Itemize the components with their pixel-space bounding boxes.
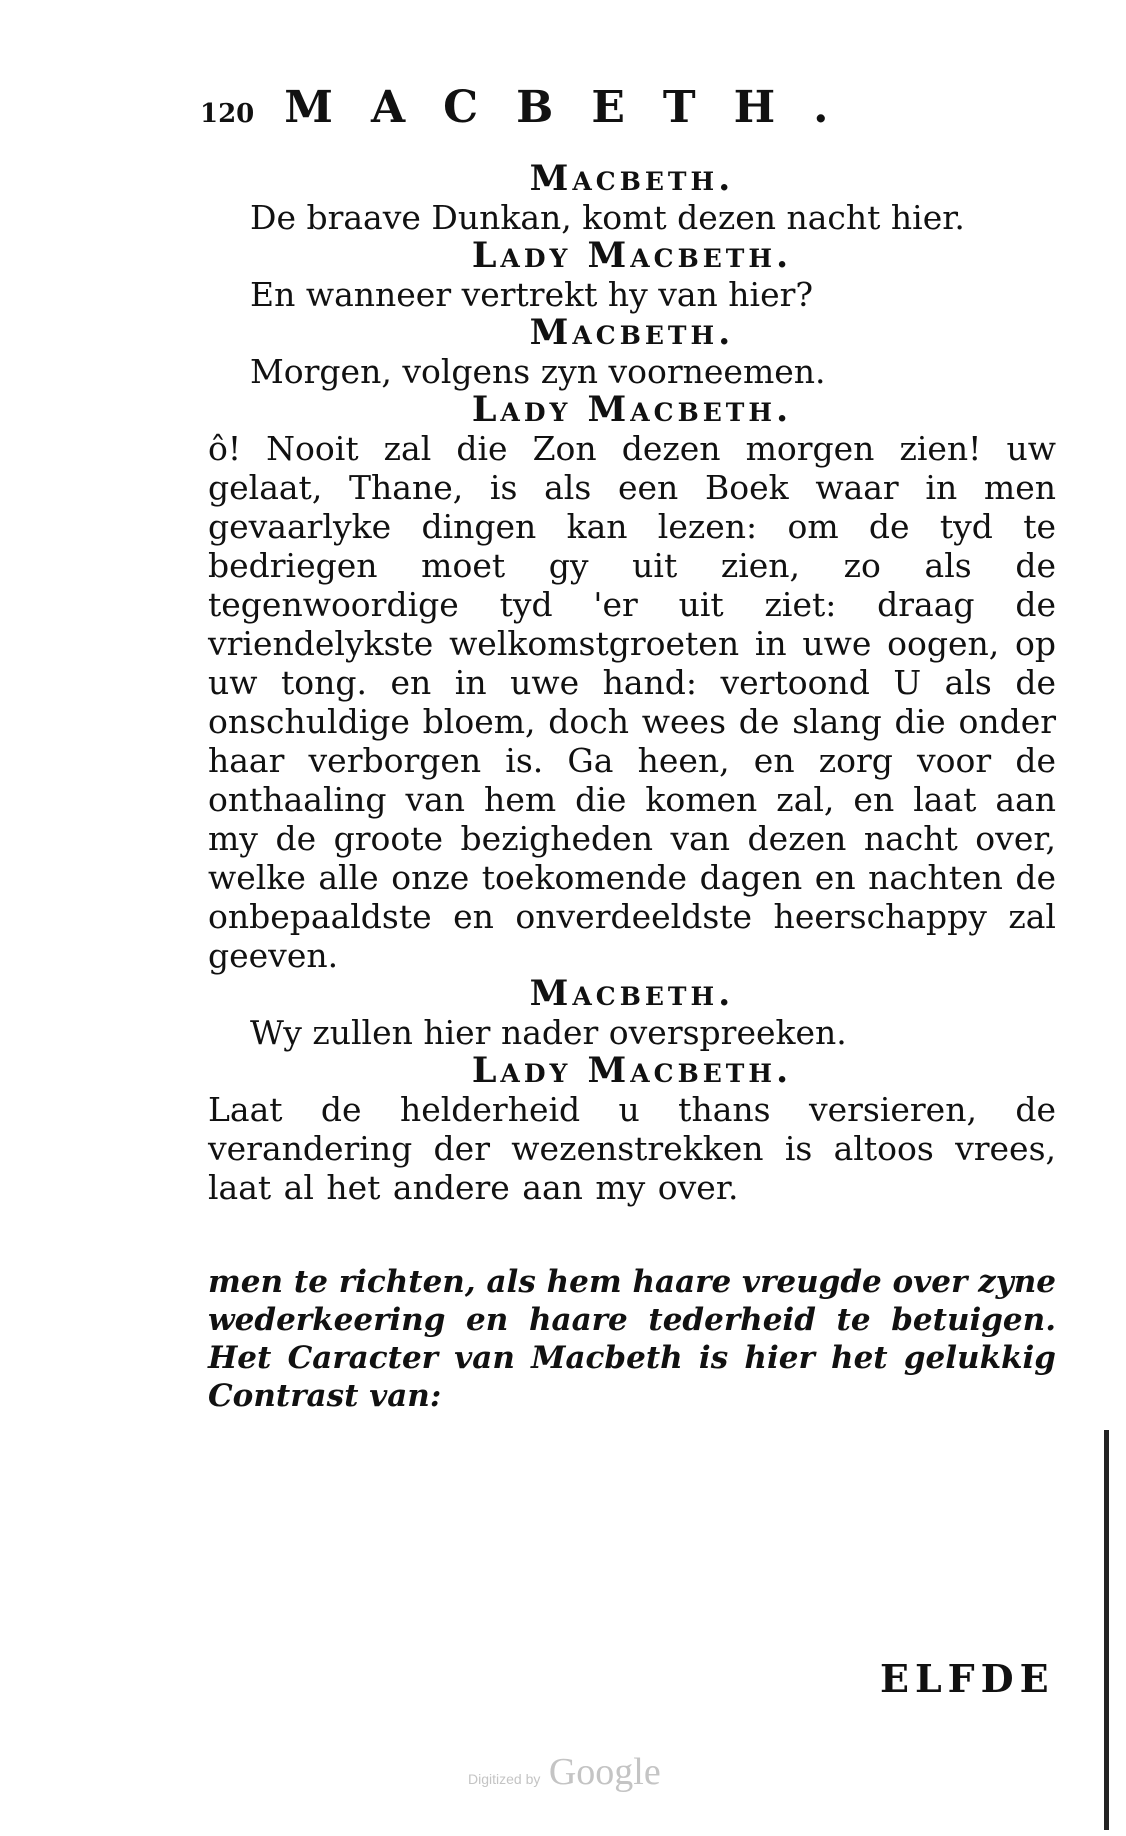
google-logo: Google — [548, 1751, 661, 1793]
speaker-name: Macbeth. — [529, 973, 735, 1014]
speaker-name: Macbeth. — [529, 158, 735, 199]
speaker-name: Lady Macbeth. — [471, 389, 793, 430]
dialogue-line: Morgen, volgens zyn voorneemen. — [250, 352, 826, 391]
dialogue-line: En wanneer vertrekt hy van hier? — [250, 275, 814, 314]
page-header — [200, 82, 867, 133]
running-title: MACBETH. — [284, 82, 867, 133]
dialogue-line: De braave Dunkan, komt dezen nacht hier. — [250, 198, 965, 237]
speaker-name: Lady Macbeth. — [471, 235, 793, 276]
page-edge-shadow — [1104, 1430, 1109, 1830]
footnote: men te richten, als hem haare vreugde over zyne wederkeering en haare tederheid te betuigen. Het Caracter van Macbeth is hier het gelukkig Contrast van: — [208, 1264, 1056, 1414]
dialogue-text — [208, 160, 1056, 1207]
dialogue-paragraph: ô! Nooit zal die Zon dezen morgen zien! uw gelaat, Thane, is als een Boek waar in men gevaarlyke dingen kan lezen: om de tyd te bedriegen moet gy uit zien, zo als de tegenwoordige tyd 'er uit ziet: draag de vriendelykste welkomstgroeten in uwe oogen, op uw tong. en in uwe hand: vertoond U als de onschuldige bloem, doch wees de slang die onder haar verborgen is. Ga heen, en zorg voor de onthaaling van hem die komen zal, en laat aan my de groote bezigheden van dezen nacht over, welke alle onze toekomende dagen en nachten de onbepaaldste en onverdeeldste heerschappy zal geeven. — [208, 429, 1056, 975]
dialogue-line: Wy zullen hier nader overspreeken. — [250, 1013, 847, 1052]
watermark-prefix: Digitized by — [468, 1771, 541, 1787]
speaker-name: Macbeth. — [529, 312, 735, 353]
catchword: ELFDE — [880, 1656, 1055, 1701]
dialogue-paragraph: Laat de helderheid u thans versieren, de verandering der wezenstrekken is altoos vrees, laat al het andere aan my over. — [208, 1090, 1056, 1207]
speaker-name: Lady Macbeth. — [471, 1050, 793, 1091]
page-number: 120 — [200, 99, 255, 129]
digitized-watermark — [468, 1750, 661, 1794]
